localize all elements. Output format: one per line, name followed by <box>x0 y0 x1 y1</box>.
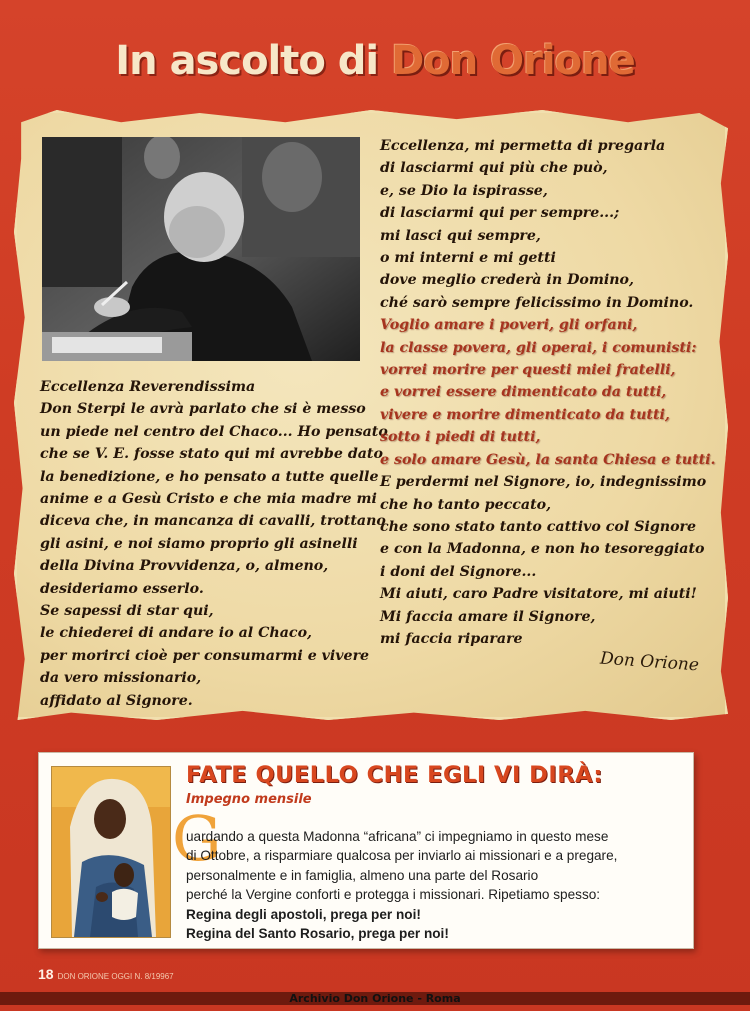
letter-line: anime e a Gesù Cristo e che mia madre mi <box>40 491 377 508</box>
body-line: perché la Vergine conforti e protegga i missionari. Ripetiamo spesso: <box>186 887 601 903</box>
left-letter-text <box>40 376 388 712</box>
box-body-text <box>186 827 686 943</box>
right-letter-text <box>380 135 720 650</box>
letter-line-highlighted: Voglio amare i poveri, gli orfani, <box>380 317 638 334</box>
page-title-part1: In ascolto di <box>115 38 392 84</box>
prayer-line: Regina degli apostoli, prega per noi! <box>186 906 421 922</box>
letter-line: un piede nel centro del Chaco... Ho pensato <box>40 423 388 440</box>
page-number: 18 <box>38 966 54 982</box>
letter-line: e con la Madonna, e non ho tesoreggiato <box>380 541 705 558</box>
archive-caption: Archivio Don Orione - Roma <box>0 992 750 1005</box>
publication-info: DON ORIONE OGGI N. 8/19967 <box>57 972 174 981</box>
don-orione-writing-photo <box>42 137 360 361</box>
letter-line: dove meglio crederà in Domino, <box>380 272 634 289</box>
page-title <box>0 38 750 84</box>
letter-line: desideriamo esserlo. <box>40 580 204 597</box>
body-line: personalmente e in famiglia, almeno una parte del Rosario <box>186 867 539 883</box>
letter-line-highlighted: vorrei morire per questi miei fratelli, <box>380 362 676 379</box>
letter-line-highlighted: e solo amare Gesù, la santa Chiesa e tutti. <box>380 451 716 468</box>
letter-line: di lasciarmi qui più che può, <box>380 160 608 177</box>
letter-line: che se V. E. fosse stato qui mi avrebbe dato <box>40 446 383 463</box>
letter-line: Don Sterpi le avrà parlato che si è messo <box>40 401 366 418</box>
letter-line: ché sarò sempre felicissimo in Domino. <box>380 294 694 311</box>
letter-line: affidato al Signore. <box>40 692 193 709</box>
letter-line: di lasciarmi qui per sempre...; <box>380 205 620 222</box>
letter-line: Mi faccia amare il Signore, <box>380 608 596 625</box>
prayer-line: Regina del Santo Rosario, prega per noi! <box>186 926 449 942</box>
letter-line: della Divina Provvidenza, o, almeno, <box>40 558 329 575</box>
letter-line-highlighted: e vorrei essere dimenticato da tutti, <box>380 384 667 401</box>
letter-line: che ho tanto peccato, <box>380 496 552 513</box>
letter-line: i doni del Signore... <box>380 563 537 580</box>
letter-line-highlighted: vivere e morire dimenticato da tutti, <box>380 406 670 423</box>
letter-line: mi faccia riparare <box>380 630 523 647</box>
drop-cap: G <box>172 802 222 875</box>
letter-line: Eccellenza, mi permetta di pregarla <box>380 138 666 154</box>
page-title-part2: Don Orione <box>391 38 635 84</box>
letter-line: Se sapessi di star qui, <box>40 603 214 620</box>
page-footer <box>38 966 174 982</box>
letter-line: per morirci cioè per consumarmi e vivere <box>40 647 370 664</box>
letter-line-highlighted: la classe povera, gli operai, i comunisti: <box>380 339 697 356</box>
african-madonna-image <box>51 766 171 938</box>
letter-line: Mi aiuti, caro Padre visitatore, mi aiuti! <box>380 586 697 603</box>
letter-line: da vero missionario, <box>40 670 202 687</box>
letter-line: diceva che, in mancanza di cavalli, trottano <box>40 513 386 530</box>
body-line: di Ottobre, a risparmiare qualcosa per inviarlo ai missionari e a pregare, <box>186 848 618 864</box>
letter-line: E perdermi nel Signore, io, indegnissimo <box>380 474 707 491</box>
letter-line: le chiederei di andare io al Chaco, <box>40 625 312 642</box>
letter-line: che sono stato tanto cattivo col Signore <box>380 518 697 535</box>
signature: Don Orione <box>599 648 700 676</box>
letter-line: la benedizione, e ho pensato a tutte quelle <box>40 468 379 485</box>
letter-line: o mi interni e mi getti <box>380 250 556 267</box>
box-subtitle: Impegno mensile <box>186 792 312 807</box>
box-title: FATE QUELLO CHE EGLI VI DIRÀ: <box>186 762 603 788</box>
letter-line-highlighted: sotto i piedi di tutti, <box>380 429 541 446</box>
letter-line: Eccellenza Reverendissima <box>40 379 256 395</box>
body-line: uardando a questa Madonna “africana” ci impegniamo in questo mese <box>186 829 609 844</box>
letter-line: mi lasci qui sempre, <box>380 227 541 244</box>
letter-line: e, se Dio la ispirasse, <box>380 182 548 199</box>
letter-line: gli asini, e noi siamo proprio gli asinelli <box>40 535 358 552</box>
